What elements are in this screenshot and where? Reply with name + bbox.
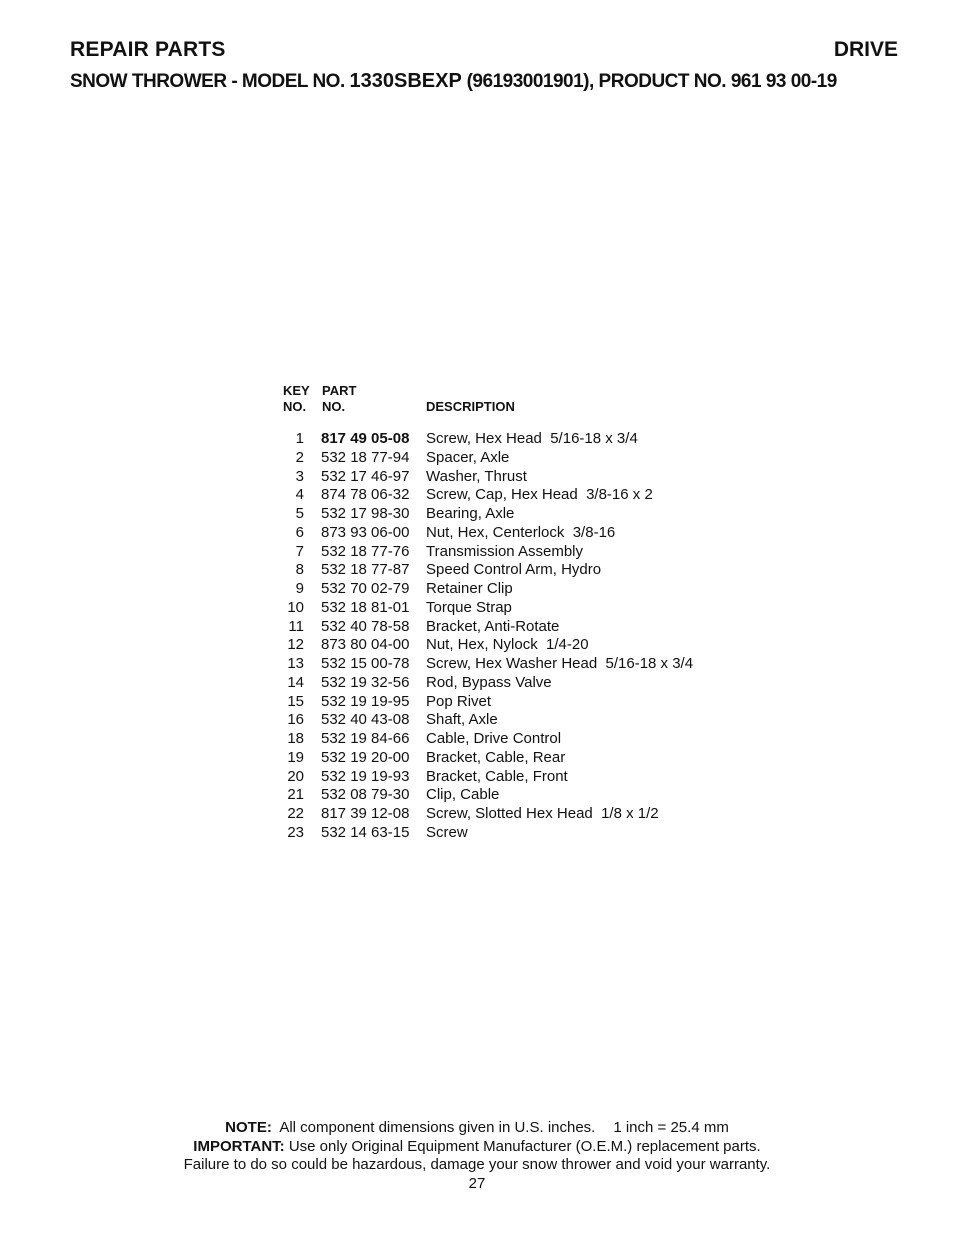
key-number: 21 bbox=[287, 786, 304, 804]
part-description: Transmission Assembly bbox=[426, 542, 583, 560]
key-number: 4 bbox=[295, 486, 304, 504]
page-header bbox=[70, 38, 898, 66]
part-number: 532 19 20-00 bbox=[321, 748, 410, 766]
section-name: DRIVE bbox=[833, 38, 898, 61]
part-number: 532 19 19-95 bbox=[321, 692, 410, 710]
note-label: NOTE: bbox=[225, 1119, 272, 1136]
important-label: IMPORTANT: bbox=[193, 1137, 285, 1155]
part-number: 532 15 00-78 bbox=[321, 655, 410, 672]
note-text: All component dimensions given in U.S. inches. bbox=[279, 1119, 596, 1136]
key-number: 19 bbox=[287, 748, 304, 766]
table-row bbox=[280, 824, 740, 843]
column-header-description: DESCRIPTION bbox=[426, 398, 515, 414]
key-number: 18 bbox=[287, 730, 304, 747]
part-number: 532 70 02-79 bbox=[321, 580, 410, 597]
table-row bbox=[280, 449, 740, 468]
part-number: 817 39 12-08 bbox=[321, 805, 410, 822]
key-number: 9 bbox=[295, 580, 304, 597]
column-header-part-line1: PART bbox=[322, 383, 357, 398]
part-number: 532 14 63-15 bbox=[321, 823, 410, 841]
table-row bbox=[280, 730, 740, 749]
key-number: 13 bbox=[287, 655, 304, 672]
part-description: Screw, Slotted Hex Head 1/8 x 1/2 bbox=[426, 805, 659, 822]
key-number: 22 bbox=[287, 805, 304, 822]
part-description: Pop Rivet bbox=[426, 692, 492, 710]
part-number: 532 18 77-76 bbox=[321, 542, 410, 560]
key-number: 20 bbox=[287, 767, 304, 785]
part-description: Screw bbox=[426, 823, 468, 841]
part-description: Nut, Hex, Nylock 1/4-20 bbox=[426, 636, 589, 654]
part-description: Bracket, Cable, Rear bbox=[426, 748, 566, 766]
table-row bbox=[280, 674, 740, 693]
column-header-key-line1: KEY bbox=[283, 383, 310, 398]
table-row bbox=[280, 693, 740, 712]
table-row bbox=[280, 524, 740, 543]
key-number: 5 bbox=[295, 505, 304, 522]
part-number: 532 19 32-56 bbox=[321, 673, 410, 691]
column-header-key bbox=[283, 383, 310, 414]
table-row bbox=[280, 618, 740, 637]
column-header-key-line2: NO. bbox=[283, 398, 307, 414]
footer-note bbox=[0, 1119, 954, 1138]
table-row bbox=[280, 430, 740, 449]
conversion-text: 1 inch = 25.4 mm bbox=[613, 1119, 729, 1136]
part-number: 532 18 77-87 bbox=[321, 561, 410, 579]
section-title: REPAIR PARTS bbox=[70, 38, 226, 61]
model-prefix: SNOW THROWER - MODEL NO. bbox=[70, 71, 350, 92]
table-header bbox=[280, 383, 740, 415]
part-description: Bracket, Anti-Rotate bbox=[426, 617, 560, 635]
part-number: 532 19 84-66 bbox=[321, 730, 410, 747]
part-description: Retainer Clip bbox=[426, 580, 513, 597]
table-row bbox=[280, 543, 740, 562]
table-row bbox=[280, 505, 740, 524]
table-row bbox=[280, 805, 740, 824]
part-description: Nut, Hex, Centerlock 3/8-16 bbox=[426, 523, 616, 541]
table-row bbox=[280, 580, 740, 599]
key-number: 1 bbox=[295, 430, 304, 447]
key-number: 14 bbox=[287, 673, 304, 691]
part-description: Screw, Hex Head 5/16-18 x 3/4 bbox=[426, 430, 638, 447]
key-number: 6 bbox=[295, 523, 304, 541]
table-row bbox=[280, 749, 740, 768]
table-row bbox=[280, 768, 740, 787]
part-description: Bearing, Axle bbox=[426, 505, 515, 522]
part-number: 532 08 79-30 bbox=[321, 786, 410, 804]
part-number: 873 80 04-00 bbox=[321, 636, 410, 654]
table-row bbox=[280, 486, 740, 505]
table-row bbox=[280, 636, 740, 655]
footer-important bbox=[0, 1138, 954, 1157]
model-number: 1330SBEXP bbox=[349, 70, 462, 92]
part-description: Screw, Hex Washer Head 5/16-18 x 3/4 bbox=[426, 655, 694, 672]
footer-warning: Failure to do so could be hazardous, damage your snow thrower and void your warranty. bbox=[183, 1156, 771, 1173]
table-row bbox=[280, 786, 740, 805]
key-number: 7 bbox=[295, 542, 304, 560]
part-number: 532 40 78-58 bbox=[321, 617, 410, 635]
part-number: 532 17 46-97 bbox=[321, 467, 410, 485]
part-description: Spacer, Axle bbox=[426, 448, 510, 466]
page-number: 27 bbox=[468, 1174, 486, 1192]
key-number: 16 bbox=[287, 711, 304, 729]
page-footer bbox=[0, 1119, 954, 1193]
table-row bbox=[280, 468, 740, 487]
part-number: 817 49 05-08 bbox=[321, 430, 410, 447]
model-suffix: (96193001901), PRODUCT NO. 961 93 00-19 bbox=[461, 71, 837, 92]
part-description: Cable, Drive Control bbox=[426, 730, 562, 747]
key-number: 2 bbox=[295, 448, 304, 466]
key-number: 12 bbox=[287, 636, 304, 654]
model-line bbox=[70, 70, 898, 93]
column-header-part bbox=[322, 383, 356, 414]
table-row bbox=[280, 711, 740, 730]
part-number: 873 93 06-00 bbox=[321, 523, 410, 541]
part-description: Clip, Cable bbox=[426, 786, 500, 804]
parts-table bbox=[280, 383, 740, 843]
table-row bbox=[280, 655, 740, 674]
key-number: 3 bbox=[295, 467, 304, 485]
part-description: Rod, Bypass Valve bbox=[426, 673, 552, 691]
key-number: 15 bbox=[287, 692, 304, 710]
part-description: Torque Strap bbox=[426, 598, 512, 616]
key-number: 23 bbox=[287, 823, 304, 841]
table-row bbox=[280, 561, 740, 580]
part-number: 532 17 98-30 bbox=[321, 505, 410, 522]
key-number: 11 bbox=[288, 617, 304, 635]
part-number: 532 19 19-93 bbox=[321, 767, 410, 785]
table-body bbox=[280, 430, 740, 843]
column-header-part-line2: NO. bbox=[322, 398, 346, 414]
part-description: Shaft, Axle bbox=[426, 711, 498, 729]
part-description: Speed Control Arm, Hydro bbox=[426, 561, 602, 579]
part-number: 532 18 77-94 bbox=[321, 448, 410, 466]
key-number: 8 bbox=[295, 561, 304, 579]
part-description: Screw, Cap, Hex Head 3/8-16 x 2 bbox=[426, 486, 653, 504]
part-description: Bracket, Cable, Front bbox=[426, 767, 568, 785]
key-number: 10 bbox=[287, 598, 304, 616]
part-number: 874 78 06-32 bbox=[321, 486, 410, 504]
part-number: 532 40 43-08 bbox=[321, 711, 410, 729]
table-row bbox=[280, 599, 740, 618]
part-description: Washer, Thrust bbox=[426, 467, 527, 485]
part-number: 532 18 81-01 bbox=[321, 598, 410, 616]
important-text: Use only Original Equipment Manufacturer (O.E.M.) replacement parts. bbox=[288, 1137, 761, 1155]
